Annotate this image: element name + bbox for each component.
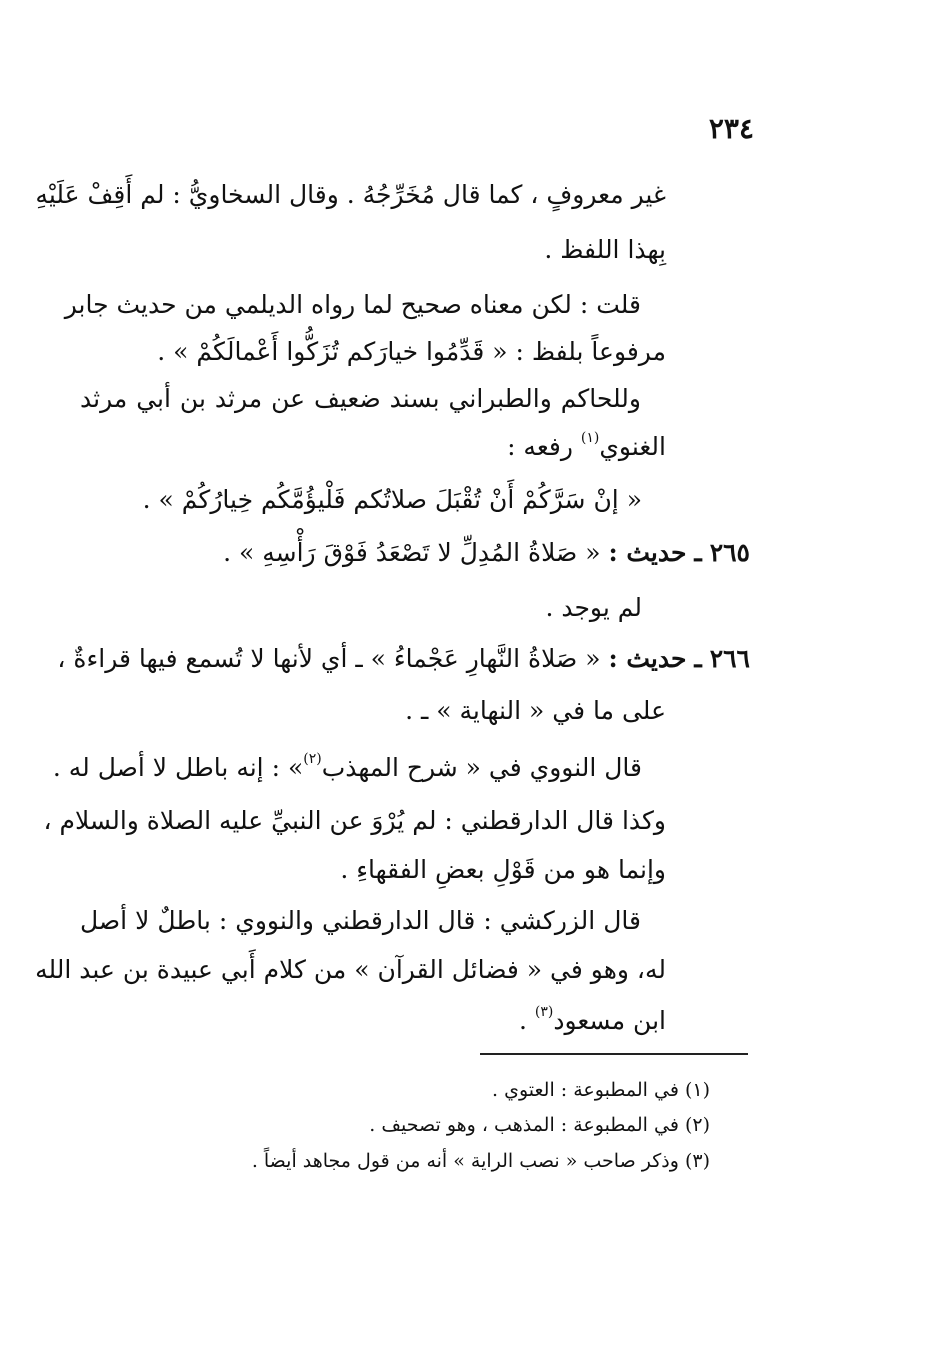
text-line: لم يوجد .: [545, 593, 642, 622]
hadith-text: « صَلاةُ النَّهارِ عَجْماءُ » ـ أي لأنها لا تُسمع فيها قراءةٌ ،: [57, 644, 601, 673]
text-line: قال الزركشي : قال الدارقطني والنووي : باطلٌ لا أصل: [80, 906, 641, 935]
hadith-number: ٢٦٥: [709, 538, 750, 567]
text-fragment: .: [518, 1006, 527, 1035]
text-line: له، وهو في « فضائل القرآن » من كلام أَبي عبيدة بن عبد الله: [35, 955, 666, 984]
text-line: [507, 430, 666, 468]
hadith-number: ٢٦٦: [709, 644, 750, 673]
footnote-ref: (١): [580, 430, 600, 446]
hadith-text: « صَلاةُ المُدِلِّ لا تَصْعَدُ فَوْقَ رَأْسِهِ » .: [223, 538, 601, 567]
hadith-label: حديث :: [608, 644, 687, 673]
text-line: مرفوعاً بلفظ : « قَدِّمُوا خيارَكم تُزَكُّوا أَعْمالَكُمْ » .: [157, 337, 666, 366]
hadith-label: حديث :: [608, 538, 687, 567]
text-line: [519, 1004, 666, 1042]
text-line: [53, 751, 642, 789]
page-number: ٢٣٤: [708, 112, 754, 145]
hadith-dash: ـ: [694, 644, 702, 673]
text-line: وللحاكم والطبراني بسند ضعيف عن مرثد بن أبي مرثد: [80, 384, 641, 413]
footnote-1: (١) في المطبوعة : العتوي .: [492, 1079, 710, 1101]
footnote-ref: (٢): [303, 751, 322, 767]
quoted-hadith: « إنْ سَرَّكُمْ أَنْ تُقْبَلَ صلاتُكم فَلْيؤُمَّكُم خِيارُكُمْ » .: [142, 485, 642, 514]
footnote-2: (٢) في المطبوعة : المذهب ، وهو تصحيف .: [369, 1114, 710, 1136]
text-fragment: » : إنه باطل لا أصل له .: [52, 753, 304, 782]
text-line: قلت : لكن معناه صحيح لما رواه الديلمي من حديث جابر: [64, 290, 641, 319]
footnote-ref: (٣): [534, 1004, 554, 1020]
text-line: وكذا قال الدارقطني : لم يُرْوَ عن النبيِّ عليه الصلاة والسلام ،: [43, 806, 666, 835]
text-line: وإنما هو من قَوْلِ بعضِ الفقهاءِ .: [340, 855, 666, 884]
text-fragment: رفعه :: [507, 432, 573, 461]
text-line: بِهذا اللفظ .: [544, 235, 666, 264]
text-line: غير معروفٍ ، كما قال مُخَرِّجُهُ . وقال السخاويُّ : لم أَقِفْ عَلَيْهِ: [35, 180, 666, 209]
footnote-separator: [480, 1053, 748, 1055]
text-fragment: قال النووي في « شرح المهذب: [321, 753, 642, 782]
hadith-dash: ـ: [694, 538, 702, 567]
footnote-3: (٣) وذكر صاحب « نصب الراية » أنه من قول مجاهد أيضاً .: [251, 1150, 710, 1172]
text-fragment: الغنوي: [599, 432, 666, 461]
text-fragment: ابن مسعود: [553, 1006, 666, 1035]
hadith-265: [223, 536, 750, 570]
text-line: على ما في « النهاية » ـ .: [405, 696, 666, 725]
hadith-266: [57, 642, 750, 676]
